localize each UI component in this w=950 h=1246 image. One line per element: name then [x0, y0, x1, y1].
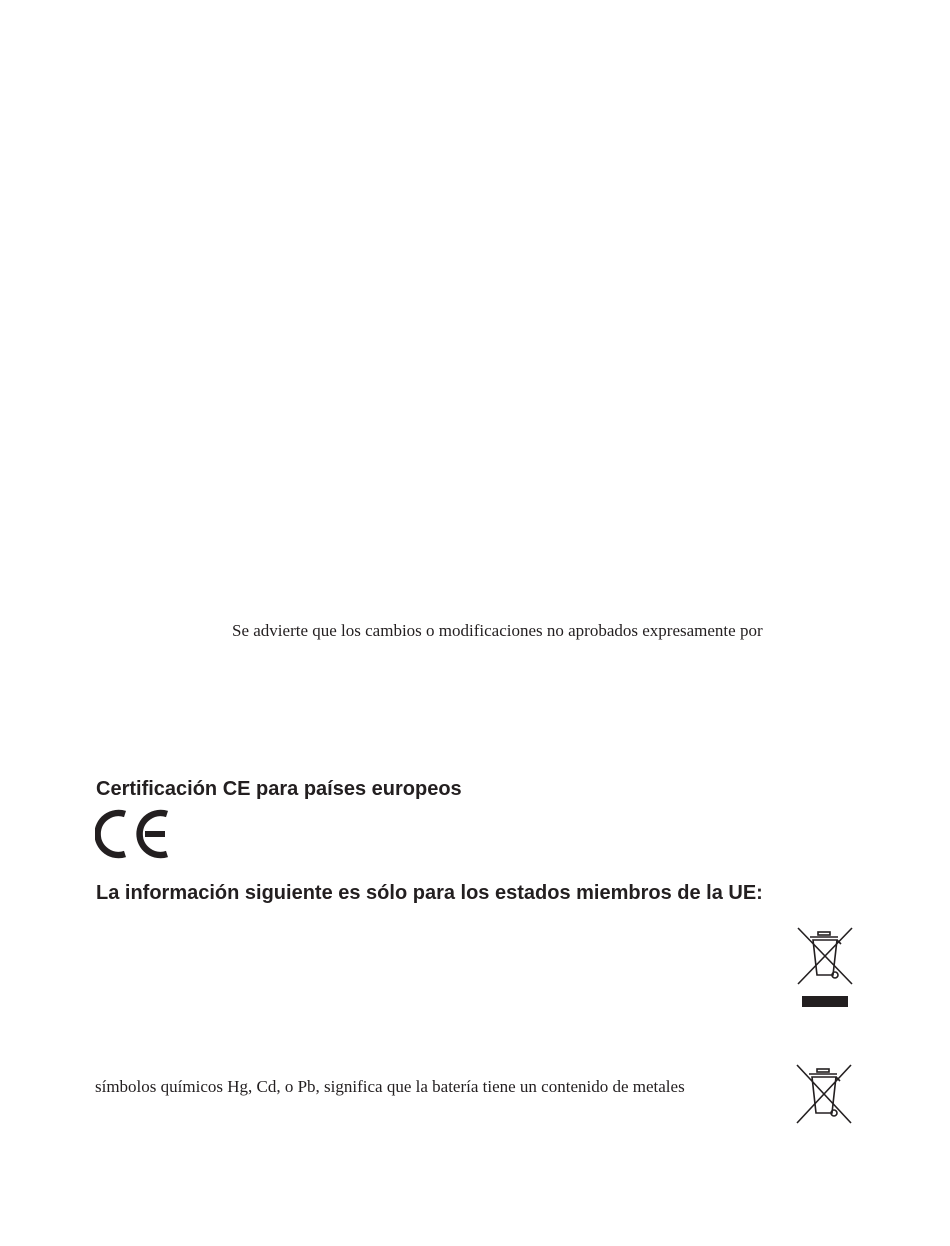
crossed-out-wheelie-bin-icon	[795, 1063, 853, 1125]
eu-members-heading: La información siguiente es sólo para los estados miembros de la UE:	[96, 882, 763, 904]
ce-mark-icon	[95, 808, 169, 860]
battery-text: símbolos químicos Hg, Cd, o Pb, significa que la batería tiene un contenido de metales	[95, 1077, 685, 1096]
warning-text: Se advierte que los cambios o modificaciones no aprobados expresamente por	[232, 621, 763, 640]
crossed-out-wheelie-bin-icon	[796, 926, 854, 986]
weee-date-bar	[802, 996, 848, 1007]
ce-certification-heading: Certificación CE para países europeos	[96, 778, 462, 800]
